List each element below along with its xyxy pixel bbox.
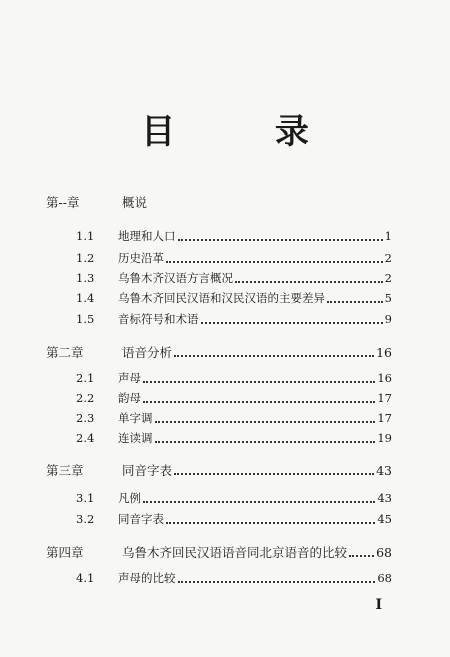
page-number: 16 [377, 371, 392, 385]
dot-leader [166, 260, 383, 263]
page-number: 17 [377, 411, 392, 425]
toc-section-entry[interactable] [0, 488, 450, 508]
folio-page-number: I [375, 597, 382, 613]
page-number: 9 [384, 312, 392, 326]
dot-leader [327, 300, 383, 303]
toc-section-entry[interactable] [0, 568, 450, 588]
page-number: 68 [377, 571, 392, 585]
toc-chapter-entry[interactable] [0, 460, 450, 480]
dot-leader [174, 354, 374, 357]
toc-section-entry[interactable] [0, 509, 450, 529]
page-number: 45 [377, 512, 392, 526]
dot-leader [178, 238, 383, 241]
toc-chapter-entry[interactable] [0, 542, 450, 562]
section-number: 1.1 [76, 229, 95, 243]
section-title: 韵母 [118, 391, 141, 405]
dot-leader [166, 521, 375, 524]
dot-leader [143, 500, 375, 503]
page-number: 68 [376, 544, 392, 560]
page-number: 43 [377, 491, 392, 505]
section-number: 2.2 [76, 391, 95, 405]
section-title: 地理和人口 [118, 229, 176, 243]
section-number: 2.1 [76, 371, 95, 385]
toc-chapter-entry[interactable] [0, 192, 450, 212]
section-title: 同音字表 [118, 512, 164, 526]
section-number: 1.2 [76, 251, 95, 265]
section-title: 声母 [118, 371, 141, 385]
toc-section-entry[interactable] [0, 368, 450, 388]
dot-leader [178, 580, 376, 583]
dot-leader [155, 440, 376, 443]
section-title: 连读调 [118, 431, 153, 445]
section-title: 音标符号和术语 [118, 312, 199, 326]
chapter-title: 乌鲁木齐回民汉语语音同北京语音的比较 [122, 545, 348, 560]
section-title: 凡例 [118, 491, 141, 505]
page-title: 目 录 [141, 112, 353, 152]
section-title: 声母的比较 [118, 571, 176, 585]
section-number: 3.2 [76, 512, 95, 526]
section-number: 1.5 [76, 312, 95, 326]
chapter-title: 同音字表 [122, 463, 173, 478]
toc-section-entry[interactable] [0, 388, 450, 408]
dot-leader [235, 280, 383, 283]
dot-leader [155, 420, 376, 423]
section-title: 历史沿革 [118, 251, 164, 265]
chapter-number: 第--章 [46, 195, 80, 210]
section-number: 1.4 [76, 291, 95, 305]
dot-leader [349, 554, 374, 557]
section-number: 1.3 [76, 271, 95, 285]
page-number: 2 [384, 251, 392, 265]
page-number: 2 [384, 271, 392, 285]
section-number: 3.1 [76, 491, 95, 505]
toc-section-entry[interactable] [0, 248, 450, 268]
section-number: 4.1 [76, 571, 95, 585]
toc-chapter-entry[interactable] [0, 342, 450, 362]
dot-leader [143, 400, 375, 403]
toc-section-entry[interactable] [0, 309, 450, 329]
toc-section-entry[interactable] [0, 268, 450, 288]
chapter-number: 第四章 [46, 545, 84, 560]
page-number: 16 [376, 344, 392, 360]
page-number: 19 [377, 431, 392, 445]
chapter-number: 第三章 [46, 463, 84, 478]
toc-section-entry[interactable] [0, 408, 450, 428]
dot-leader [143, 380, 375, 383]
toc-section-entry[interactable] [0, 428, 450, 448]
toc-section-entry[interactable] [0, 288, 450, 308]
toc-section-entry[interactable] [0, 226, 450, 246]
section-number: 2.4 [76, 431, 95, 445]
chapter-number: 第二章 [46, 345, 84, 360]
chapter-title: 语音分析 [122, 345, 173, 360]
chapter-title: 概说 [122, 195, 148, 210]
page-number: 17 [377, 391, 392, 405]
dot-leader [201, 321, 383, 324]
page-number: 1 [384, 229, 392, 243]
page-number: 5 [384, 291, 392, 305]
section-title: 乌鲁木齐汉语方言概况 [118, 271, 233, 285]
section-title: 乌鲁木齐回民汉语和汉民汉语的主要差异 [118, 291, 325, 305]
dot-leader [174, 472, 374, 475]
page-number: 43 [376, 462, 392, 478]
section-number: 2.3 [76, 411, 95, 425]
section-title: 单字调 [118, 411, 153, 425]
